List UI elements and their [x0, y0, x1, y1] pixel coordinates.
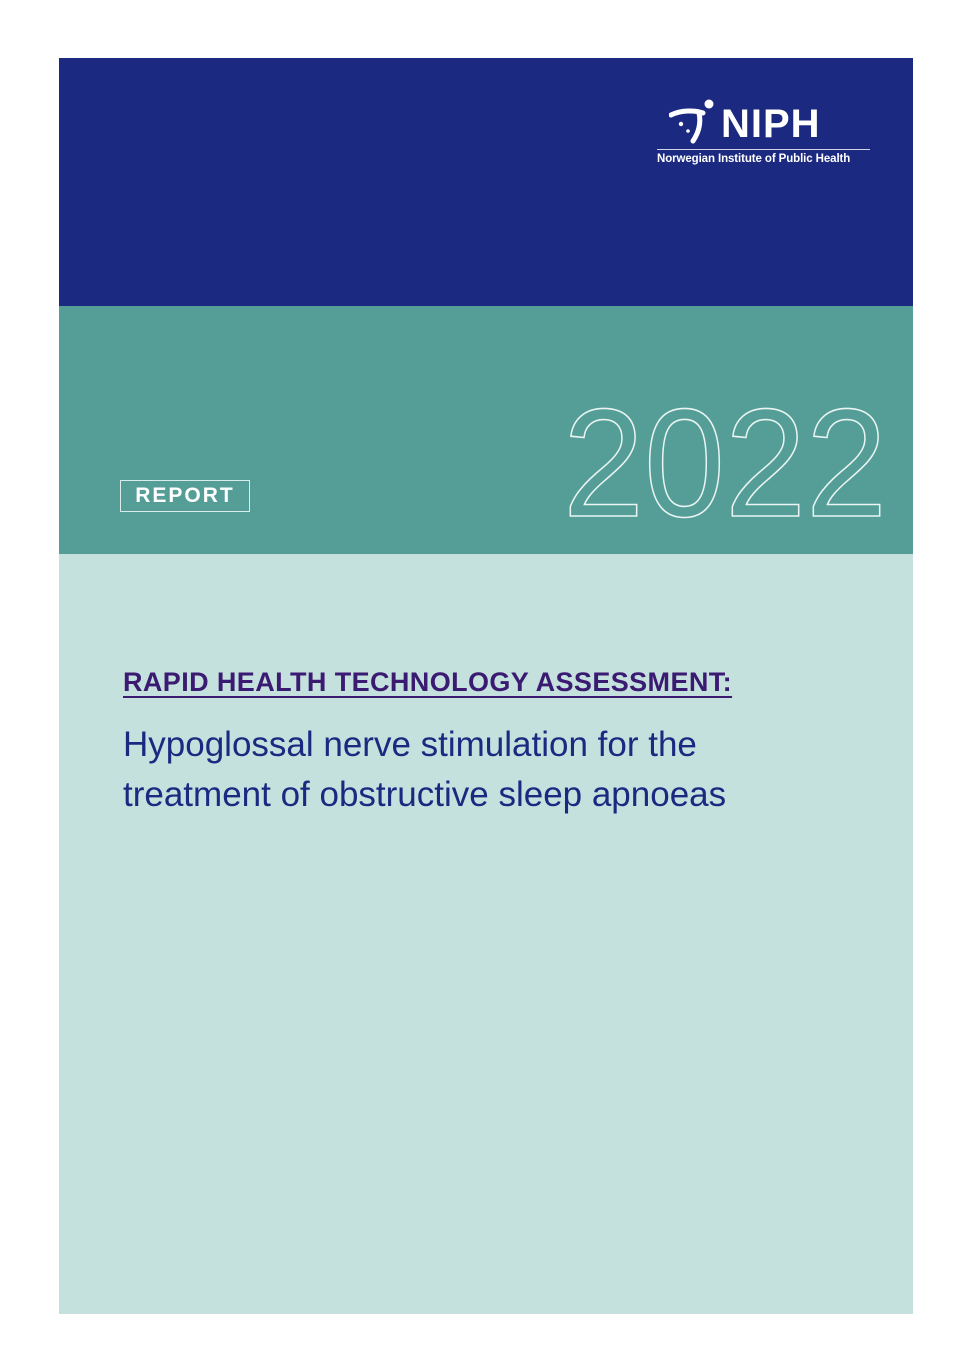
- title-line-2: treatment of obstructive sleep apnoeas: [123, 775, 727, 814]
- niph-figure-icon: [669, 98, 719, 148]
- report-title: [123, 720, 863, 820]
- niph-logo: [655, 98, 875, 173]
- year-display: [549, 384, 889, 524]
- logo-subtitle: Norwegian Institute of Public Health: [657, 153, 851, 165]
- logo-divider: [657, 149, 870, 150]
- report-badge: REPORT: [120, 480, 250, 512]
- report-cover: [59, 58, 913, 1314]
- logo-wordmark: NIPH: [721, 102, 821, 146]
- header-band: [59, 58, 913, 306]
- assessment-heading: RAPID HEALTH TECHNOLOGY ASSESSMENT:: [123, 667, 733, 697]
- title-line-1: Hypoglossal nerve stimulation for the: [123, 725, 697, 764]
- year-text: 2022: [563, 384, 887, 524]
